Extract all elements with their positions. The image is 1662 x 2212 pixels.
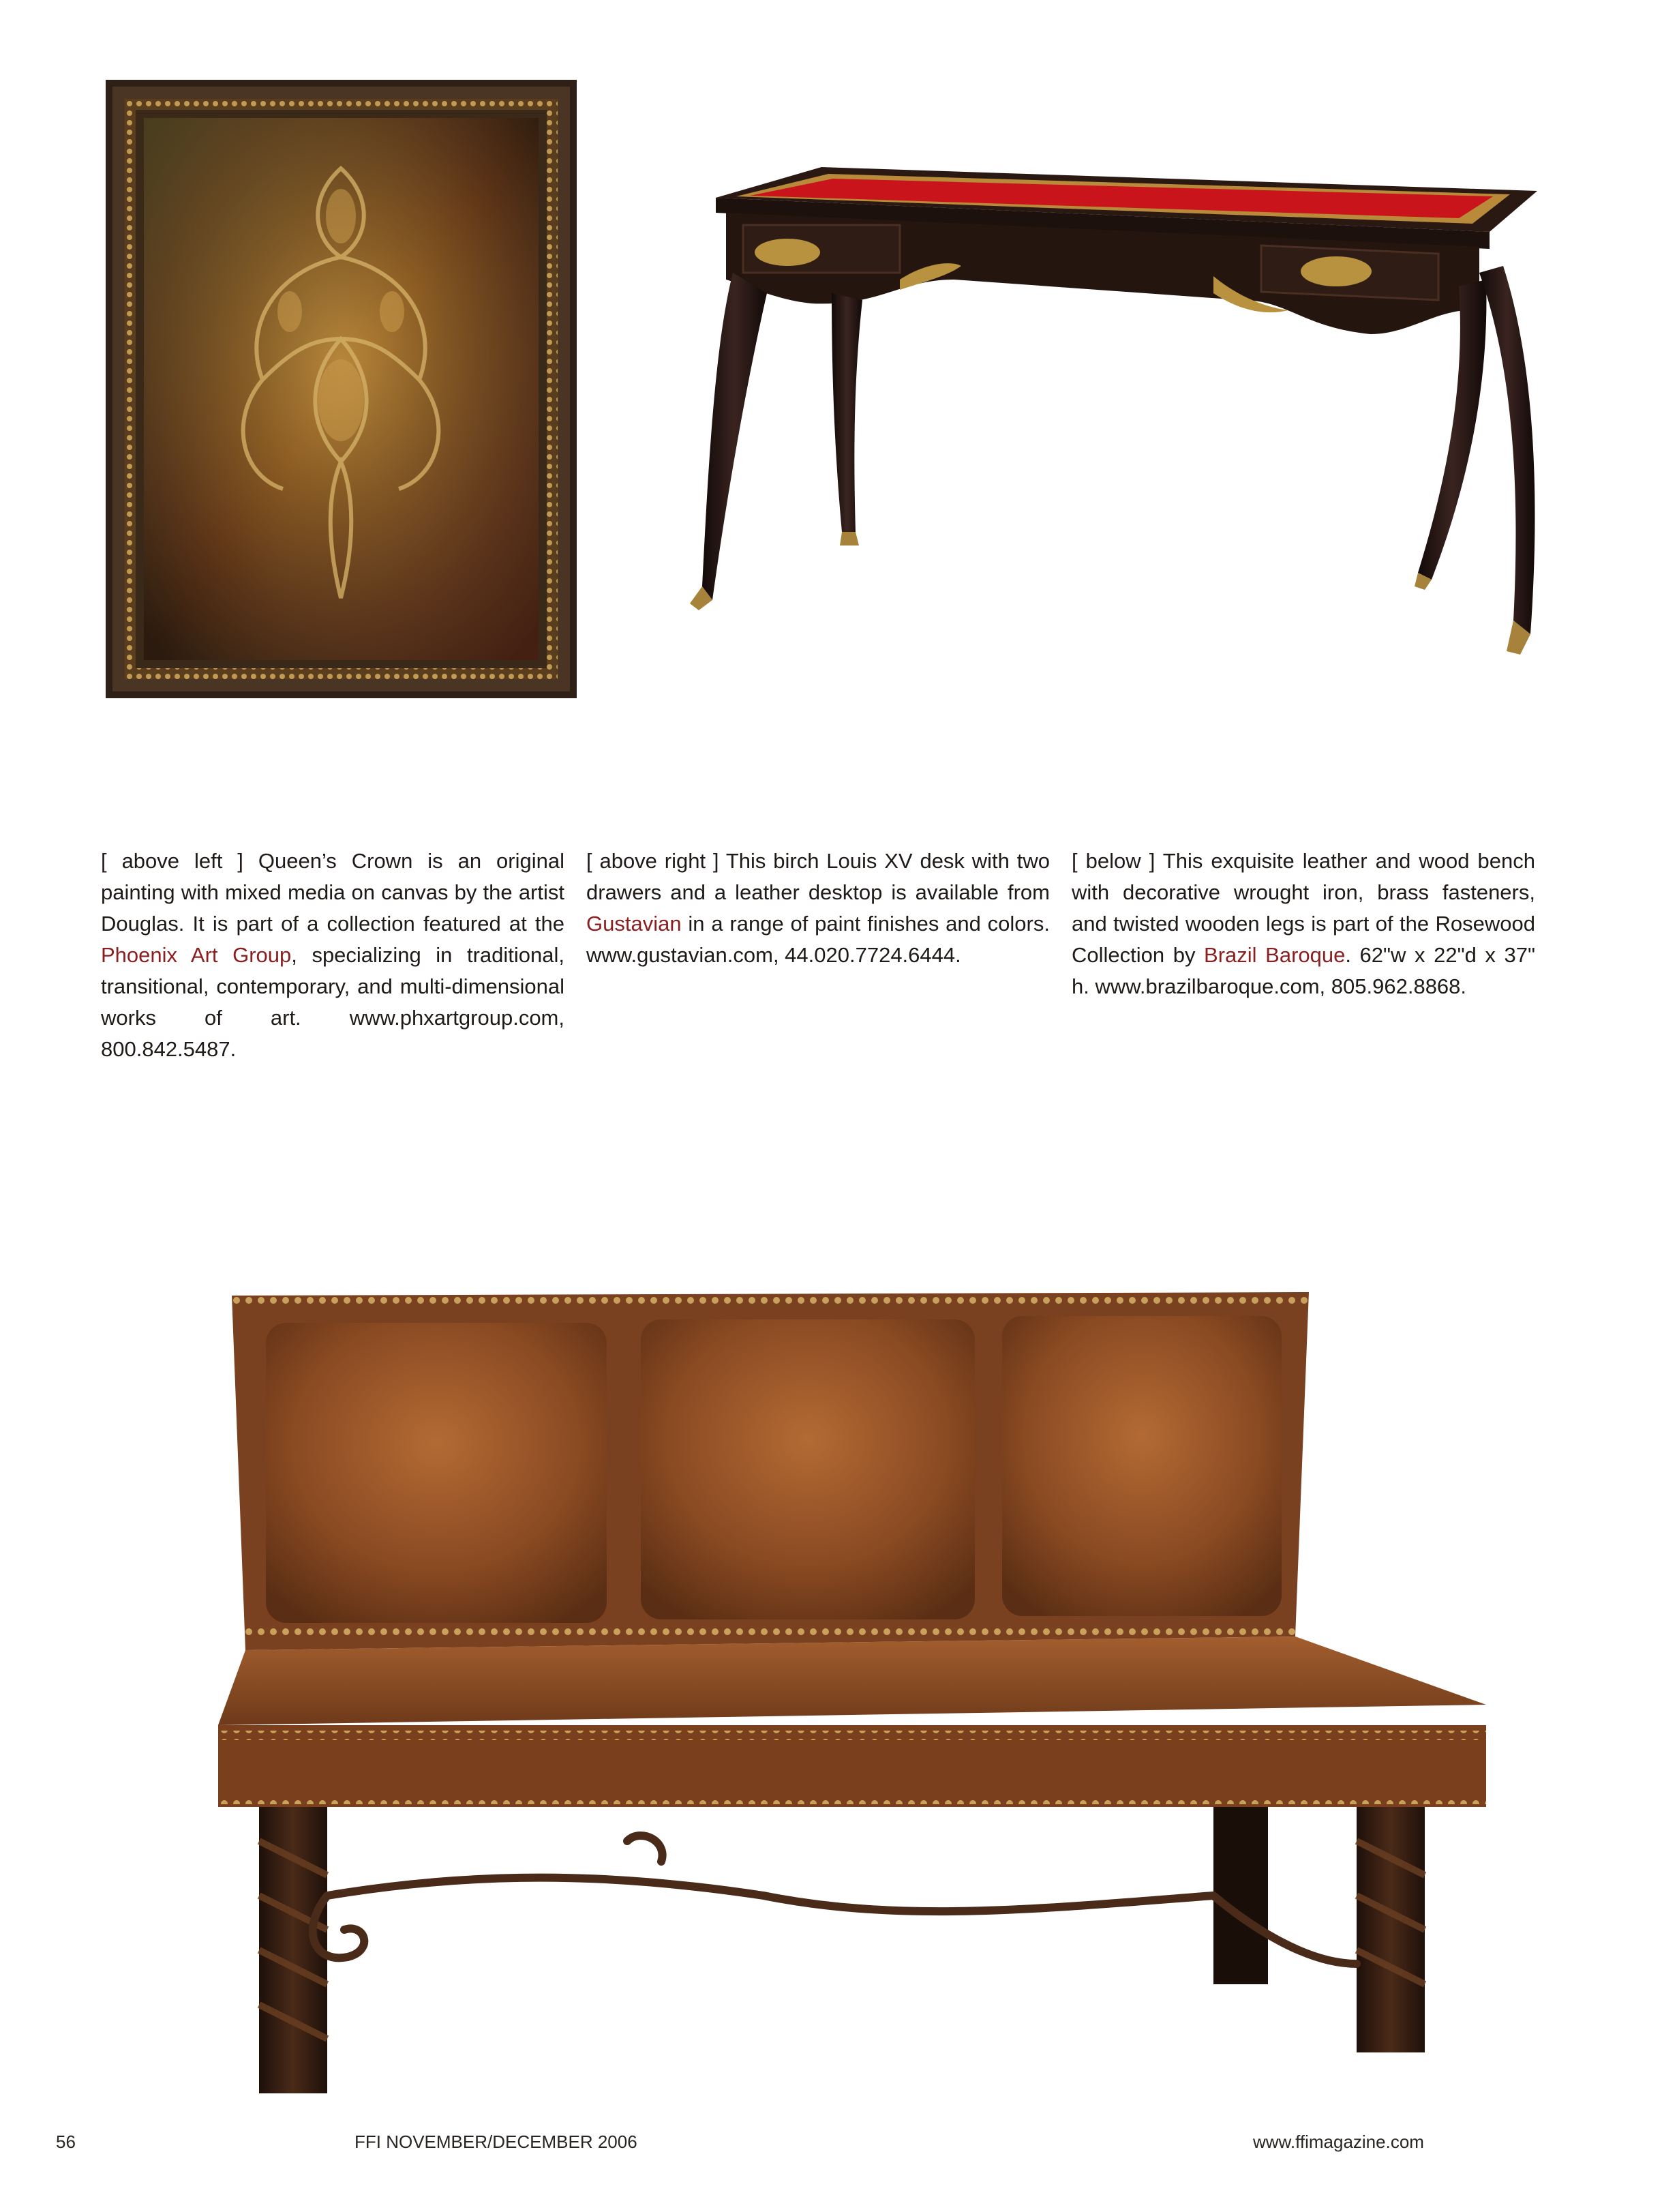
caption-tag: [ above left ] (101, 849, 243, 873)
brazil-baroque-link[interactable]: Brazil Baroque (1204, 943, 1346, 967)
louis-xv-desk-photo (675, 164, 1561, 668)
caption-above-right (586, 846, 1050, 971)
caption-above-left (101, 846, 564, 1065)
page-number: 56 (56, 2132, 76, 2152)
website-link[interactable]: www.ffimagazine.com (1253, 2132, 1424, 2152)
caption-tag: [ below ] (1072, 849, 1155, 873)
caption-tag: [ above right ] (586, 849, 719, 873)
caption-text: This exquisite leather and wood bench with decorative wrought iron, brass fasteners, and twisted wooden legs is part of the Rosewood Collection by (1072, 849, 1535, 967)
leather-bench-photo (218, 1282, 1513, 2114)
phoenix-art-group-link[interactable]: Phoenix Art Group (101, 943, 292, 967)
caption-text: in a range of paint finishes and colors. www.gustavian.com, 44.020.7724.6444. (586, 912, 1050, 967)
caption-text: . 62"w x 22"d x 37" h. www.brazilbaroque.com, 805.962.8868. (1072, 943, 1535, 998)
framed-painting (106, 80, 577, 698)
caption-text: , specializing in traditional, transitional, contemporary, and multi-dimensional works of art. www.phxartgroup.com, 800.842.5487. (101, 943, 564, 1061)
caption-text: Queen’s Crown is an original painting with mixed media on canvas by the artist Douglas. It is part of a collection featured at the (101, 849, 564, 936)
issue-label: FFI NOVEMBER/DECEMBER 2006 (354, 2132, 637, 2152)
gustavian-link[interactable]: Gustavian (586, 912, 682, 936)
caption-text: This birch Louis XV desk with two drawers and a leather desktop is available from (586, 849, 1050, 904)
caption-below (1072, 846, 1535, 1002)
